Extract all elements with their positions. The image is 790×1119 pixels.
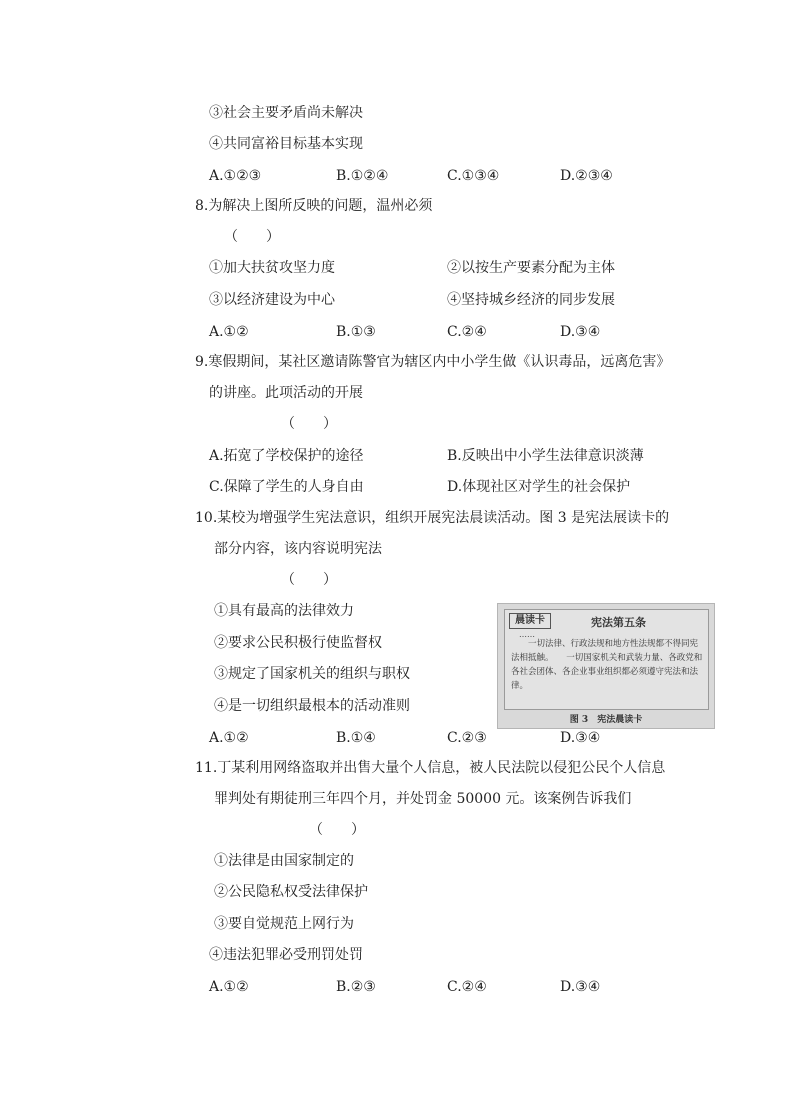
q11-option-c[interactable]: C.②④: [447, 979, 487, 995]
q10-option-c[interactable]: C.②③: [447, 730, 487, 746]
q10-item-4: ④是一切组织最根本的活动准则: [214, 698, 410, 714]
q9-stem-line-2: 的讲座。此项活动的开展: [209, 385, 363, 401]
q10-option-b[interactable]: B.①④: [336, 730, 376, 746]
q10-item-2: ②要求公民积极行使监督权: [214, 635, 382, 651]
q10-answer-paren: （ ）: [281, 572, 337, 588]
q11-stem-line-2: 罪判处有期徒刑三年四个月，并处罚金 50000 元。该案例告诉我们: [214, 791, 632, 807]
q11-item-4: ④违法犯罪必受刑罚处罚: [209, 947, 363, 963]
q8-item-2: ②以按生产要素分配为主体: [447, 260, 615, 276]
q11-stem-line-1: 11.丁某利用网络盗取并出售大量个人信息，被人民法院以侵犯公民个人信息: [195, 760, 666, 776]
q11-item-2: ②公民隐私权受法律保护: [214, 884, 368, 900]
q10-stem-line-2: 部分内容，该内容说明宪法: [214, 541, 382, 557]
q8-item-3: ③以经济建设为中心: [209, 292, 335, 308]
q9-option-a[interactable]: A.拓宽了学校保护的途径: [209, 448, 364, 464]
q8-option-a[interactable]: A.①②: [209, 324, 249, 340]
q8-option-d[interactable]: D.③④: [560, 324, 601, 340]
card-frame: [504, 609, 709, 710]
q9-stem-line-1: 9.寒假期间，某社区邀请陈警官为辖区内中小学生做《认识毒品，远离危害》: [195, 354, 671, 370]
q11-answer-paren: （ ）: [309, 822, 365, 838]
q10-option-a[interactable]: A.①②: [209, 730, 249, 746]
q7-option-a[interactable]: A.①②③: [209, 168, 262, 184]
q11-item-1: ①法律是由国家制定的: [214, 853, 354, 869]
q7-option-c[interactable]: C.①③④: [447, 168, 500, 184]
q7-option-b[interactable]: B.①②④: [336, 168, 389, 184]
figure-caption: 图 3 宪法晨读卡: [569, 715, 643, 725]
q10-option-d[interactable]: D.③④: [560, 730, 601, 746]
card-tag: 晨读卡: [509, 613, 551, 629]
q7-option-d[interactable]: D.②③④: [560, 168, 613, 184]
constitution-reading-card: [497, 603, 715, 729]
q8-answer-paren: （ ）: [224, 229, 280, 245]
card-title: 宪法第五条: [591, 616, 646, 629]
q8-item-1: ①加大扶贫攻坚力度: [209, 260, 335, 276]
q10-item-1: ①具有最高的法律效力: [214, 603, 354, 619]
q11-option-b[interactable]: B.②③: [336, 979, 376, 995]
q7-item-4: ④共同富裕目标基本实现: [209, 136, 363, 152]
q11-option-d[interactable]: D.③④: [560, 979, 601, 995]
q11-option-a[interactable]: A.①②: [209, 979, 249, 995]
q7-item-3: ③社会主要矛盾尚未解决: [209, 105, 363, 121]
q8-option-c[interactable]: C.②④: [447, 324, 487, 340]
q9-option-d[interactable]: D.体现社区对学生的社会保护: [447, 479, 631, 495]
q10-stem-line-1: 10.某校为增强学生宪法意识，组织开展宪法晨读活动。图 3 是宪法展读卡的: [195, 510, 670, 526]
q11-item-3: ③要自觉规范上网行为: [214, 916, 354, 932]
q10-item-3: ③规定了国家机关的组织与职权: [214, 666, 410, 682]
card-ellipsis: ……: [519, 630, 535, 639]
q9-option-b[interactable]: B.反映出中小学生法律意识淡薄: [447, 448, 644, 464]
q9-option-c[interactable]: C.保障了学生的人身自由: [209, 479, 364, 495]
q8-option-b[interactable]: B.①③: [336, 324, 376, 340]
q9-answer-paren: （ ）: [281, 416, 337, 432]
q8-stem: 8.为解决上图所反映的问题，温州必须: [195, 198, 433, 214]
card-body-text: 一切法律、行政法规和地方性法规都不得同宪法相抵触。 一切国家机关和武装力量、各政党和各社会团体、各企业事业组织都必须遵守宪法和法律。: [511, 639, 703, 691]
q8-item-4: ④坚持城乡经济的同步发展: [447, 292, 615, 308]
